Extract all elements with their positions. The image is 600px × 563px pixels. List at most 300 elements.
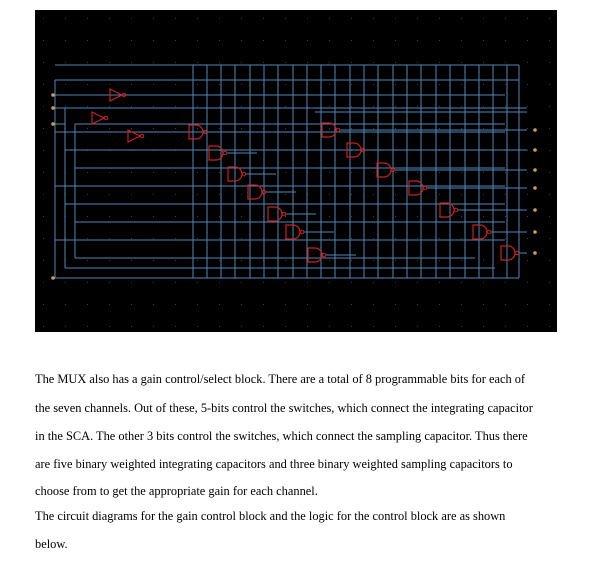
grid-dot — [505, 304, 506, 305]
grid-dot — [373, 194, 374, 195]
gate-bubble — [322, 253, 326, 257]
grid-dot — [219, 84, 220, 85]
grid-dot — [307, 40, 308, 41]
grid-dot — [527, 40, 528, 41]
nand-gate-left-5 — [268, 207, 286, 221]
grid-dot — [109, 238, 110, 239]
grid-dot — [527, 216, 528, 217]
gate-bubble — [223, 151, 227, 155]
grid-dot — [263, 326, 264, 327]
paragraph-line-3: in the SCA. The other 3 bits control the switches, which connect the sampling capacitor. Thus there — [35, 429, 528, 443]
grid-dot — [461, 128, 462, 129]
grid-dot — [483, 260, 484, 261]
grid-dot — [351, 216, 352, 217]
grid-dot — [549, 128, 550, 129]
grid-dot — [439, 62, 440, 63]
grid-dot — [329, 18, 330, 19]
grid-dot — [241, 84, 242, 85]
input-terminal-2 — [51, 106, 55, 110]
grid-dot — [461, 18, 462, 19]
grid-dot — [219, 128, 220, 129]
grid-dot — [527, 260, 528, 261]
grid-dot — [351, 106, 352, 107]
grid-dot — [373, 304, 374, 305]
grid-dot — [285, 282, 286, 283]
grid-dot — [153, 260, 154, 261]
grid-dot — [505, 106, 506, 107]
grid-dot — [483, 40, 484, 41]
grid-dot — [373, 18, 374, 19]
grid-dot — [527, 106, 528, 107]
grid-dot — [395, 84, 396, 85]
grid-dot — [87, 84, 88, 85]
grid-dot — [549, 84, 550, 85]
grid-dot — [417, 128, 418, 129]
grid-dot — [527, 326, 528, 327]
grid-dot — [197, 238, 198, 239]
grid-dot — [109, 18, 110, 19]
gate-body — [308, 248, 322, 262]
grid-dot — [505, 238, 506, 239]
grid-dot — [351, 282, 352, 283]
grid-dot — [241, 238, 242, 239]
grid-dot — [527, 304, 528, 305]
gate-bubble — [423, 186, 427, 190]
grid-dot — [285, 106, 286, 107]
grid-dot — [263, 282, 264, 283]
grid-dot — [241, 106, 242, 107]
grid-dot — [197, 172, 198, 173]
grid-dot — [461, 106, 462, 107]
grid-dot — [351, 18, 352, 19]
grid-dot — [109, 172, 110, 173]
grid-dot — [153, 84, 154, 85]
grid-dot — [109, 326, 110, 327]
grid-dot — [527, 194, 528, 195]
output-terminal-3 — [533, 168, 537, 172]
grid-dot — [87, 260, 88, 261]
grid-dot — [241, 40, 242, 41]
nand-gate-left-4 — [248, 185, 266, 199]
grid-dot — [373, 84, 374, 85]
grid-dot — [241, 260, 242, 261]
grid-dot — [373, 216, 374, 217]
grid-dot — [131, 128, 132, 129]
grid-dot — [219, 62, 220, 63]
grid-dot — [285, 194, 286, 195]
grid-dot — [153, 304, 154, 305]
grid-dot — [197, 216, 198, 217]
grid-dot — [153, 238, 154, 239]
grid-dot — [175, 238, 176, 239]
paragraph-line-7: below. — [35, 537, 68, 551]
grid-dot — [373, 62, 374, 63]
grid-dot — [549, 194, 550, 195]
grid-dot — [65, 18, 66, 19]
grid-dot — [43, 238, 44, 239]
circuit-schematic — [35, 10, 557, 332]
grid-dot — [527, 84, 528, 85]
grid-dot — [549, 172, 550, 173]
grid-dot — [175, 326, 176, 327]
gate-body — [473, 225, 487, 239]
grid-dot — [219, 172, 220, 173]
grid-dot — [65, 40, 66, 41]
grid-dot — [395, 238, 396, 239]
output-terminal-1 — [533, 128, 537, 132]
grid-dot — [439, 304, 440, 305]
grid-dot — [307, 282, 308, 283]
grid-dot — [263, 62, 264, 63]
grid-dot — [329, 238, 330, 239]
schematic-drawing — [35, 10, 557, 332]
grid-dot — [505, 40, 506, 41]
nand-gate-right-7 — [501, 246, 519, 260]
grid-dot — [43, 194, 44, 195]
grid-dot — [549, 238, 550, 239]
grid-dot — [483, 216, 484, 217]
output-terminal-2 — [533, 148, 537, 152]
grid-dot — [43, 62, 44, 63]
grid-dot — [417, 106, 418, 107]
grid-dot — [197, 84, 198, 85]
grid-dot — [329, 194, 330, 195]
grid-dot — [373, 282, 374, 283]
gate-bubble — [282, 212, 286, 216]
grid-dot — [87, 172, 88, 173]
inverter-body — [92, 112, 104, 124]
grid-dot — [153, 282, 154, 283]
grid-dot — [351, 238, 352, 239]
grid-dot — [65, 84, 66, 85]
grid-dot — [417, 216, 418, 217]
grid-dot — [461, 62, 462, 63]
grid-dot — [87, 304, 88, 305]
grid-dot — [131, 18, 132, 19]
grid-dot — [505, 172, 506, 173]
grid-dot — [461, 172, 462, 173]
grid-dot — [351, 128, 352, 129]
grid-dot — [329, 282, 330, 283]
grid-dot — [549, 304, 550, 305]
grid-dot — [131, 304, 132, 305]
grid-dot — [131, 106, 132, 107]
grid-dot — [241, 326, 242, 327]
nand-gate-left-3 — [228, 167, 246, 181]
grid-dot — [549, 150, 550, 151]
grid-dot — [439, 326, 440, 327]
grid-dot — [109, 260, 110, 261]
grid-dot — [197, 62, 198, 63]
grid-dot — [417, 40, 418, 41]
grid-dot — [351, 194, 352, 195]
grid-dot — [395, 260, 396, 261]
grid-dot — [329, 260, 330, 261]
grid-dot — [417, 172, 418, 173]
grid-dot — [109, 194, 110, 195]
grid-dot — [153, 216, 154, 217]
gate-bubble — [336, 128, 340, 132]
grid-dot — [43, 172, 44, 173]
grid-dot — [307, 18, 308, 19]
grid-dot — [285, 128, 286, 129]
grid-dot — [131, 62, 132, 63]
grid-dot — [483, 326, 484, 327]
grid-dot — [395, 326, 396, 327]
grid-dot — [483, 172, 484, 173]
grid-dot — [241, 216, 242, 217]
gate-bubble — [515, 251, 519, 255]
grid-dot — [461, 216, 462, 217]
grid-dot — [505, 326, 506, 327]
grid-dot — [549, 282, 550, 283]
grid-dot — [505, 216, 506, 217]
input-terminal-4 — [51, 276, 55, 280]
grid-dot — [549, 18, 550, 19]
grid-dot — [175, 194, 176, 195]
grid-dot — [285, 84, 286, 85]
grid-dot — [483, 128, 484, 129]
grid-dot — [197, 194, 198, 195]
grid-dot — [87, 216, 88, 217]
grid-dot — [461, 304, 462, 305]
inverter-2 — [92, 112, 108, 124]
grid-dot — [131, 84, 132, 85]
grid-dot — [87, 128, 88, 129]
grid-dot — [417, 18, 418, 19]
grid-dot — [373, 128, 374, 129]
grid-dot — [439, 282, 440, 283]
grid-dot — [87, 282, 88, 283]
grid-dot — [219, 194, 220, 195]
grid-dot — [109, 106, 110, 107]
grid-dot — [109, 128, 110, 129]
grid-dot — [329, 304, 330, 305]
grid-dot — [43, 106, 44, 107]
grid-dot — [483, 62, 484, 63]
grid-dot — [461, 84, 462, 85]
grid-dot — [263, 304, 264, 305]
grid-dot — [505, 84, 506, 85]
grid-dot — [43, 40, 44, 41]
grid-dot — [439, 128, 440, 129]
grid-dot — [549, 216, 550, 217]
grid-dot — [87, 62, 88, 63]
nand-gate-left-6 — [286, 225, 304, 239]
grid-dot — [461, 282, 462, 283]
grid-dot — [197, 18, 198, 19]
grid-dot — [395, 216, 396, 217]
grid-dot — [87, 194, 88, 195]
grid-dot — [43, 128, 44, 129]
grid-dot — [395, 172, 396, 173]
grid-dot — [461, 40, 462, 41]
grid-dot — [175, 40, 176, 41]
grid-dot — [43, 326, 44, 327]
grid-dot — [439, 40, 440, 41]
grid-dot — [285, 172, 286, 173]
grid-dot — [109, 84, 110, 85]
grid-dot — [417, 326, 418, 327]
grid-dot — [131, 172, 132, 173]
grid-dot — [131, 40, 132, 41]
grid-dot — [527, 282, 528, 283]
paragraph-line-4: are five binary weighted integrating capacitors and three binary weighted sampling capacitors to — [35, 457, 513, 471]
grid-dot — [461, 194, 462, 195]
paragraph-line-6: The circuit diagrams for the gain control block and the logic for the control block are as shown — [35, 509, 506, 523]
grid-dot — [65, 62, 66, 63]
grid-dot — [131, 282, 132, 283]
grid-dot — [175, 84, 176, 85]
grid-dot — [351, 62, 352, 63]
grid-dot — [197, 304, 198, 305]
output-terminal-5 — [533, 208, 537, 212]
grid-dot — [241, 282, 242, 283]
paragraph-line-5: choose from to get the appropriate gain for each channel. — [35, 484, 318, 498]
grid-dot — [439, 238, 440, 239]
grid-dot — [395, 282, 396, 283]
grid-dot — [175, 304, 176, 305]
grid-dot — [439, 172, 440, 173]
grid-dots — [43, 18, 550, 327]
grid-dot — [175, 216, 176, 217]
grid-dot — [175, 172, 176, 173]
grid-dot — [373, 106, 374, 107]
gate-body — [501, 246, 515, 260]
grid-dot — [197, 260, 198, 261]
grid-dot — [461, 326, 462, 327]
grid-dot — [241, 18, 242, 19]
grid-dot — [505, 18, 506, 19]
gate-bubble — [487, 230, 491, 234]
grid-dot — [65, 106, 66, 107]
grid-dot — [285, 18, 286, 19]
grid-dot — [43, 84, 44, 85]
grid-dot — [43, 304, 44, 305]
grid-dot — [153, 128, 154, 129]
grid-dot — [109, 282, 110, 283]
gate-bubble — [242, 172, 246, 176]
paragraph-line-1: The MUX also has a gain control/select block. There are a total of 8 programmable bits for each of — [35, 372, 526, 386]
grid-dot — [197, 326, 198, 327]
grid-dot — [395, 62, 396, 63]
grid-dot — [527, 150, 528, 151]
grid-dot — [307, 326, 308, 327]
grid-dot — [153, 326, 154, 327]
grid-dot — [483, 304, 484, 305]
grid-dot — [439, 260, 440, 261]
gate-bubble — [300, 230, 304, 234]
grid-dot — [197, 106, 198, 107]
grid-dot — [153, 40, 154, 41]
grid-dot — [417, 260, 418, 261]
grid-dot — [395, 18, 396, 19]
grid-dot — [439, 18, 440, 19]
grid-dot — [483, 194, 484, 195]
grid-dot — [131, 260, 132, 261]
grid-dot — [549, 326, 550, 327]
grid-dot — [373, 326, 374, 327]
output-terminal-7 — [533, 251, 537, 255]
grid-dot — [285, 304, 286, 305]
grid-dot — [395, 106, 396, 107]
grid-dot — [329, 216, 330, 217]
grid-dot — [219, 326, 220, 327]
grid-dot — [175, 282, 176, 283]
grid-dot — [285, 216, 286, 217]
grid-dot — [417, 62, 418, 63]
grid-dot — [43, 282, 44, 283]
grid-dot — [329, 106, 330, 107]
nand-gate-right-4 — [409, 181, 427, 195]
grid-dot — [65, 326, 66, 327]
grid-dot — [549, 62, 550, 63]
grid-dot — [219, 40, 220, 41]
nand-gate-right-6 — [473, 225, 491, 239]
grid-dot — [483, 84, 484, 85]
grid-dot — [131, 326, 132, 327]
grid-dot — [65, 282, 66, 283]
grid-dot — [285, 40, 286, 41]
grid-dot — [351, 304, 352, 305]
grid-dot — [43, 260, 44, 261]
grid-dot — [197, 40, 198, 41]
grid-dot — [197, 282, 198, 283]
grid-dot — [505, 128, 506, 129]
grid-dot — [351, 326, 352, 327]
grid-dot — [153, 194, 154, 195]
grid-dot — [417, 282, 418, 283]
grid-dot — [87, 106, 88, 107]
grid-dot — [505, 194, 506, 195]
grid-dot — [109, 216, 110, 217]
nand-gate-right-5 — [440, 203, 458, 217]
grid-dot — [175, 128, 176, 129]
grid-dot — [417, 304, 418, 305]
grid-dot — [329, 40, 330, 41]
grid-dot — [263, 18, 264, 19]
grid-dot — [527, 238, 528, 239]
grid-dot — [263, 40, 264, 41]
grid-dot — [417, 238, 418, 239]
grid-dot — [219, 282, 220, 283]
logic-gates — [92, 89, 519, 262]
grid-dot — [153, 172, 154, 173]
gate-bubble — [454, 208, 458, 212]
nand-gate-right-3 — [377, 163, 395, 177]
grid-dot — [175, 62, 176, 63]
grid-dot — [307, 62, 308, 63]
grid-dot — [219, 106, 220, 107]
nand-gate-right-1 — [322, 123, 340, 137]
grid-dot — [65, 304, 66, 305]
grid-dot — [395, 194, 396, 195]
grid-dot — [483, 282, 484, 283]
grid-dot — [175, 106, 176, 107]
grid-dot — [87, 238, 88, 239]
grid-dot — [197, 128, 198, 129]
grid-dot — [109, 304, 110, 305]
grid-dot — [241, 128, 242, 129]
grid-dot — [527, 128, 528, 129]
paragraph-line-2: the seven channels. Out of these, 5-bits control the switches, which connect the integrating capacitor — [35, 401, 533, 415]
grid-dot — [549, 40, 550, 41]
grid-dot — [219, 18, 220, 19]
grid-dot — [307, 304, 308, 305]
grid-dot — [505, 62, 506, 63]
grid-dot — [395, 304, 396, 305]
grid-dot — [87, 40, 88, 41]
